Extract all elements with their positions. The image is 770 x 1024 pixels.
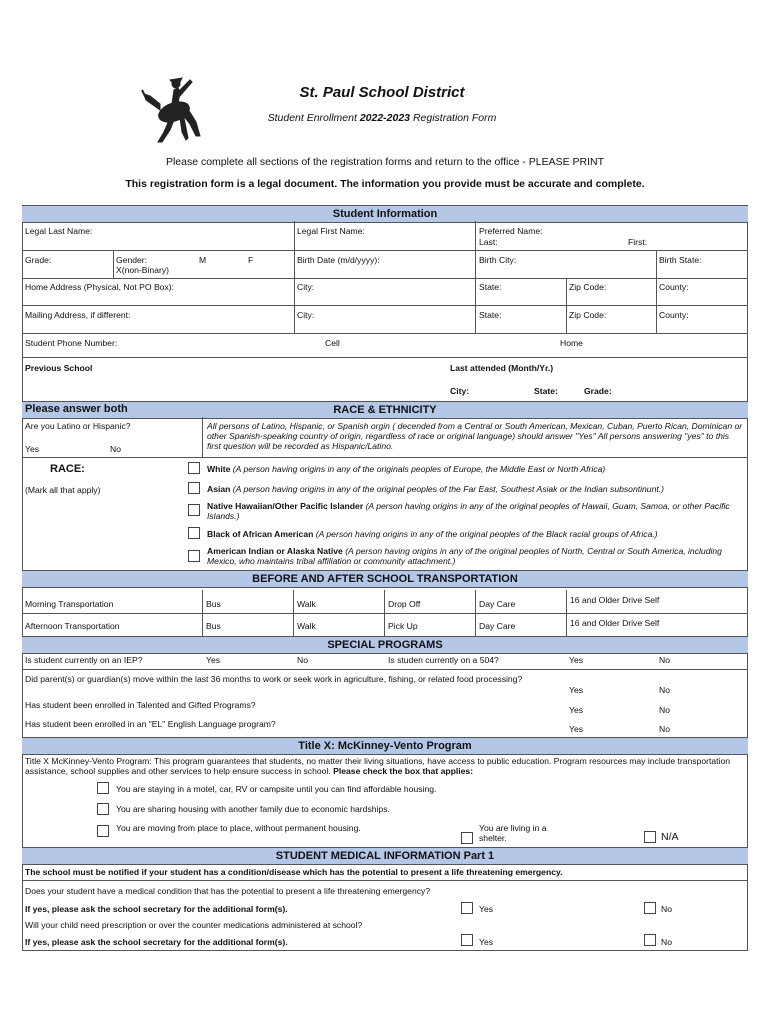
mailing-state-field[interactable]: State: — [479, 310, 502, 320]
condition-no-checkbox[interactable] — [644, 902, 656, 914]
medication-no-label: No — [661, 937, 672, 947]
iep-question: Is student currently on an IEP? — [25, 655, 143, 665]
afternoon-walk-option[interactable]: Walk — [297, 621, 316, 631]
na-checkbox[interactable] — [644, 831, 656, 843]
student-phone-field[interactable]: Student Phone Number: — [25, 338, 118, 348]
el-question: Has student been enrolled in an "EL" English Language program? — [25, 719, 276, 729]
home-county-field[interactable]: County: — [659, 282, 689, 292]
home-zip-field[interactable]: Zip Code: — [569, 282, 607, 292]
migrant-yes-option[interactable]: Yes — [569, 685, 584, 695]
afternoon-bus-option[interactable]: Bus — [206, 621, 221, 631]
latino-description: All persons of Latino, Hispanic, or Spanish orgin ( decended from a Central or South American, Mexican, Cuban, Puerto Rican, Dominican or other Spanish-speaking country of origin, regardless of race or original language) should answer "Yes" All persons answering "yes" to this first question will be recorded as Hispanic/Latino. — [207, 421, 743, 451]
instruction-text: Please complete all sections of the registration forms and return to the office - PLEASE PRINT — [165, 156, 605, 168]
legal-first-name-field[interactable]: Legal First Name: — [297, 226, 365, 236]
previous-school-field[interactable]: Previous School — [25, 363, 93, 373]
mckinney-description: Title X McKinney-Vento Program: This program guarantees that students, no matter their living situations, have access to public education. Program resources may include transportation assistance, school supplies and other services to help ensure success in school. Please check the box that applies: — [25, 756, 731, 776]
birth-state-field[interactable]: Birth State: — [659, 255, 702, 265]
transportation-header: BEFORE AND AFTER SCHOOL TRANSPORTATION — [22, 570, 748, 588]
gender-m-option[interactable]: M — [199, 255, 207, 265]
medical-condition-question: Does your student have a medical condition that has the potential to present a life threatening emergency? — [25, 886, 431, 896]
preferred-last-field[interactable]: Last: — [479, 237, 498, 247]
race-white-option: White (A person having origins in any of the originals peoples of Europe, the Middle East or North Africa) — [207, 464, 606, 474]
medical-info-header: STUDENT MEDICAL INFORMATION Part 1 — [22, 847, 748, 865]
home-city-field[interactable]: City: — [297, 282, 315, 292]
race-label: RACE: — [50, 463, 85, 475]
morning-daycare-option[interactable]: Day Care — [479, 599, 516, 609]
answer-both-label: Please answer both — [25, 403, 128, 415]
condition-yes-label: Yes — [479, 904, 494, 914]
iep-no-option[interactable]: No — [297, 655, 308, 665]
gender-nb-option[interactable]: X(non-Binary) — [116, 265, 170, 275]
morning-dropoff-option[interactable]: Drop Off — [388, 599, 421, 609]
motel-checkbox[interactable] — [97, 782, 109, 794]
gender-label: Gender: — [116, 255, 148, 265]
race-white-checkbox[interactable] — [188, 462, 200, 474]
afternoon-driveself-option[interactable]: 16 and Older Drive Self — [570, 618, 660, 628]
preferred-name-label: Preferred Name: — [479, 226, 543, 236]
medication-yes-checkbox[interactable] — [461, 934, 473, 946]
medical-ask-secretary-1: If yes, please ask the school secretary for the additional form(s). — [25, 904, 288, 914]
plan504-question: Is studen currently on a 504? — [388, 655, 499, 665]
condition-no-label: No — [661, 904, 672, 914]
mailing-county-field[interactable]: County: — [659, 310, 689, 320]
moving-checkbox[interactable] — [97, 825, 109, 837]
latino-yes-option[interactable]: Yes — [25, 444, 40, 454]
district-title: St. Paul School District — [299, 84, 465, 101]
birth-city-field[interactable]: Birth City: — [479, 255, 517, 265]
motel-option: You are staying in a motel, car, RV or campsite until you can find affordable housing. — [116, 784, 437, 794]
moving-option: You are moving from place to place, without permanent housing. — [116, 823, 361, 833]
medical-notice: The school must be notified if your student has a condition/disease which has the potential to present a life threatening emergency. — [25, 867, 563, 877]
medication-question: Will your child need prescription or over the counter medications administered at school? — [25, 920, 363, 930]
afternoon-transport-label: Afternoon Transportation — [25, 621, 120, 631]
home-state-field[interactable]: State: — [479, 282, 502, 292]
race-ethnicity-header: RACE & ETHNICITY — [22, 401, 748, 419]
medication-yes-label: Yes — [479, 937, 494, 947]
iep-yes-option[interactable]: Yes — [206, 655, 221, 665]
race-black-checkbox[interactable] — [188, 527, 200, 539]
mark-all-label: (Mark all that apply) — [25, 485, 101, 495]
race-black-option: Black of African American (A person having origins in any of the original peoples of the Black racial groups of Africa.) — [207, 529, 658, 539]
previous-city-field[interactable]: City: — [450, 386, 470, 396]
form-subtitle: Student Enrollment 2022-2023 Registration Form — [267, 112, 497, 124]
mailing-city-field[interactable]: City: — [297, 310, 315, 320]
mailing-zip-field[interactable]: Zip Code: — [569, 310, 607, 320]
student-information-header: Student Information — [22, 205, 748, 223]
sharing-option: You are sharing housing with another family due to economic hardships. — [116, 804, 390, 814]
morning-walk-option[interactable]: Walk — [297, 599, 316, 609]
medical-ask-secretary-2: If yes, please ask the school secretary for the additional form(s). — [25, 937, 288, 947]
special-programs-header: SPECIAL PROGRAMS — [22, 636, 748, 654]
previous-state-field[interactable]: State: — [534, 386, 558, 396]
gifted-question: Has student been enrolled in Talented and Gifted Programs? — [25, 700, 256, 710]
home-address-field[interactable]: Home Address (Physical, Not PO Box): — [25, 282, 175, 292]
last-attended-field[interactable]: Last attended (Month/Yr.) — [450, 363, 554, 373]
gifted-no-option[interactable]: No — [659, 705, 670, 715]
plan504-yes-option[interactable]: Yes — [569, 655, 584, 665]
na-option: N/A — [661, 831, 679, 843]
mckinney-vento-header: Title X: McKinney-Vento Program — [22, 737, 748, 755]
legal-notice: This registration form is a legal document. The information you provide must be accurate and complete. — [125, 178, 645, 190]
gender-f-option[interactable]: F — [248, 255, 254, 265]
el-yes-option[interactable]: Yes — [569, 724, 584, 734]
latino-question: Are you Latino or Hispanic? — [25, 421, 131, 431]
grade-field[interactable]: Grade: — [25, 255, 52, 265]
migrant-question: Did parent(s) or guardian(s) move within the last 36 months to work or seek work in agriculture, fishing, or related food processing? — [25, 674, 523, 684]
morning-transport-label: Morning Transportation — [25, 599, 114, 609]
race-hawaiian-option: Native Hawaiian/Other Pacific Islander (A person having origins in any of the original peoples of Hawaii, Guam, Samoa, or other Pacific Islands.) — [207, 501, 730, 521]
condition-yes-checkbox[interactable] — [461, 902, 473, 914]
birth-date-field[interactable]: Birth Date (m/d/yyyy): — [297, 255, 380, 265]
race-hawaiian-checkbox[interactable] — [188, 504, 200, 516]
mailing-address-field[interactable]: Mailing Address, if different: — [25, 310, 131, 320]
preferred-first-field[interactable]: First: — [628, 237, 648, 247]
race-asian-checkbox[interactable] — [188, 482, 200, 494]
shelter-option: You are living in a shelter. — [479, 823, 547, 843]
migrant-no-option[interactable]: No — [659, 685, 670, 695]
previous-grade-field[interactable]: Grade: — [584, 386, 612, 396]
cell-phone-field[interactable]: Cell — [325, 338, 340, 348]
morning-bus-option[interactable]: Bus — [206, 599, 221, 609]
afternoon-daycare-option[interactable]: Day Care — [479, 621, 516, 631]
latino-no-option[interactable]: No — [110, 444, 121, 454]
legal-last-name-field[interactable]: Legal Last Name: — [25, 226, 93, 236]
el-no-option[interactable]: No — [659, 724, 670, 734]
race-native-option: American Indian or Alaska Native (A person having origins in any of the original peoples of North, Central or South America, including Mexico, who maintains tribal affiliation or community attachment.) — [207, 546, 722, 566]
gifted-yes-option[interactable]: Yes — [569, 705, 584, 715]
plan504-no-option[interactable]: No — [659, 655, 670, 665]
race-native-checkbox[interactable] — [188, 550, 200, 562]
shelter-checkbox[interactable] — [461, 832, 473, 844]
sharing-checkbox[interactable] — [97, 803, 109, 815]
medication-no-checkbox[interactable] — [644, 934, 656, 946]
morning-driveself-option[interactable]: 16 and Older Drive Self — [570, 595, 660, 605]
race-asian-option: Asian (A person having origins in any of the original peoples of the Far East, Southest Asiak or the Indian subsontinunt.) — [207, 484, 665, 494]
home-phone-field[interactable]: Home — [560, 338, 583, 348]
bucking-horse-rider-icon — [140, 70, 206, 146]
afternoon-pickup-option[interactable]: Pick Up — [388, 621, 418, 631]
